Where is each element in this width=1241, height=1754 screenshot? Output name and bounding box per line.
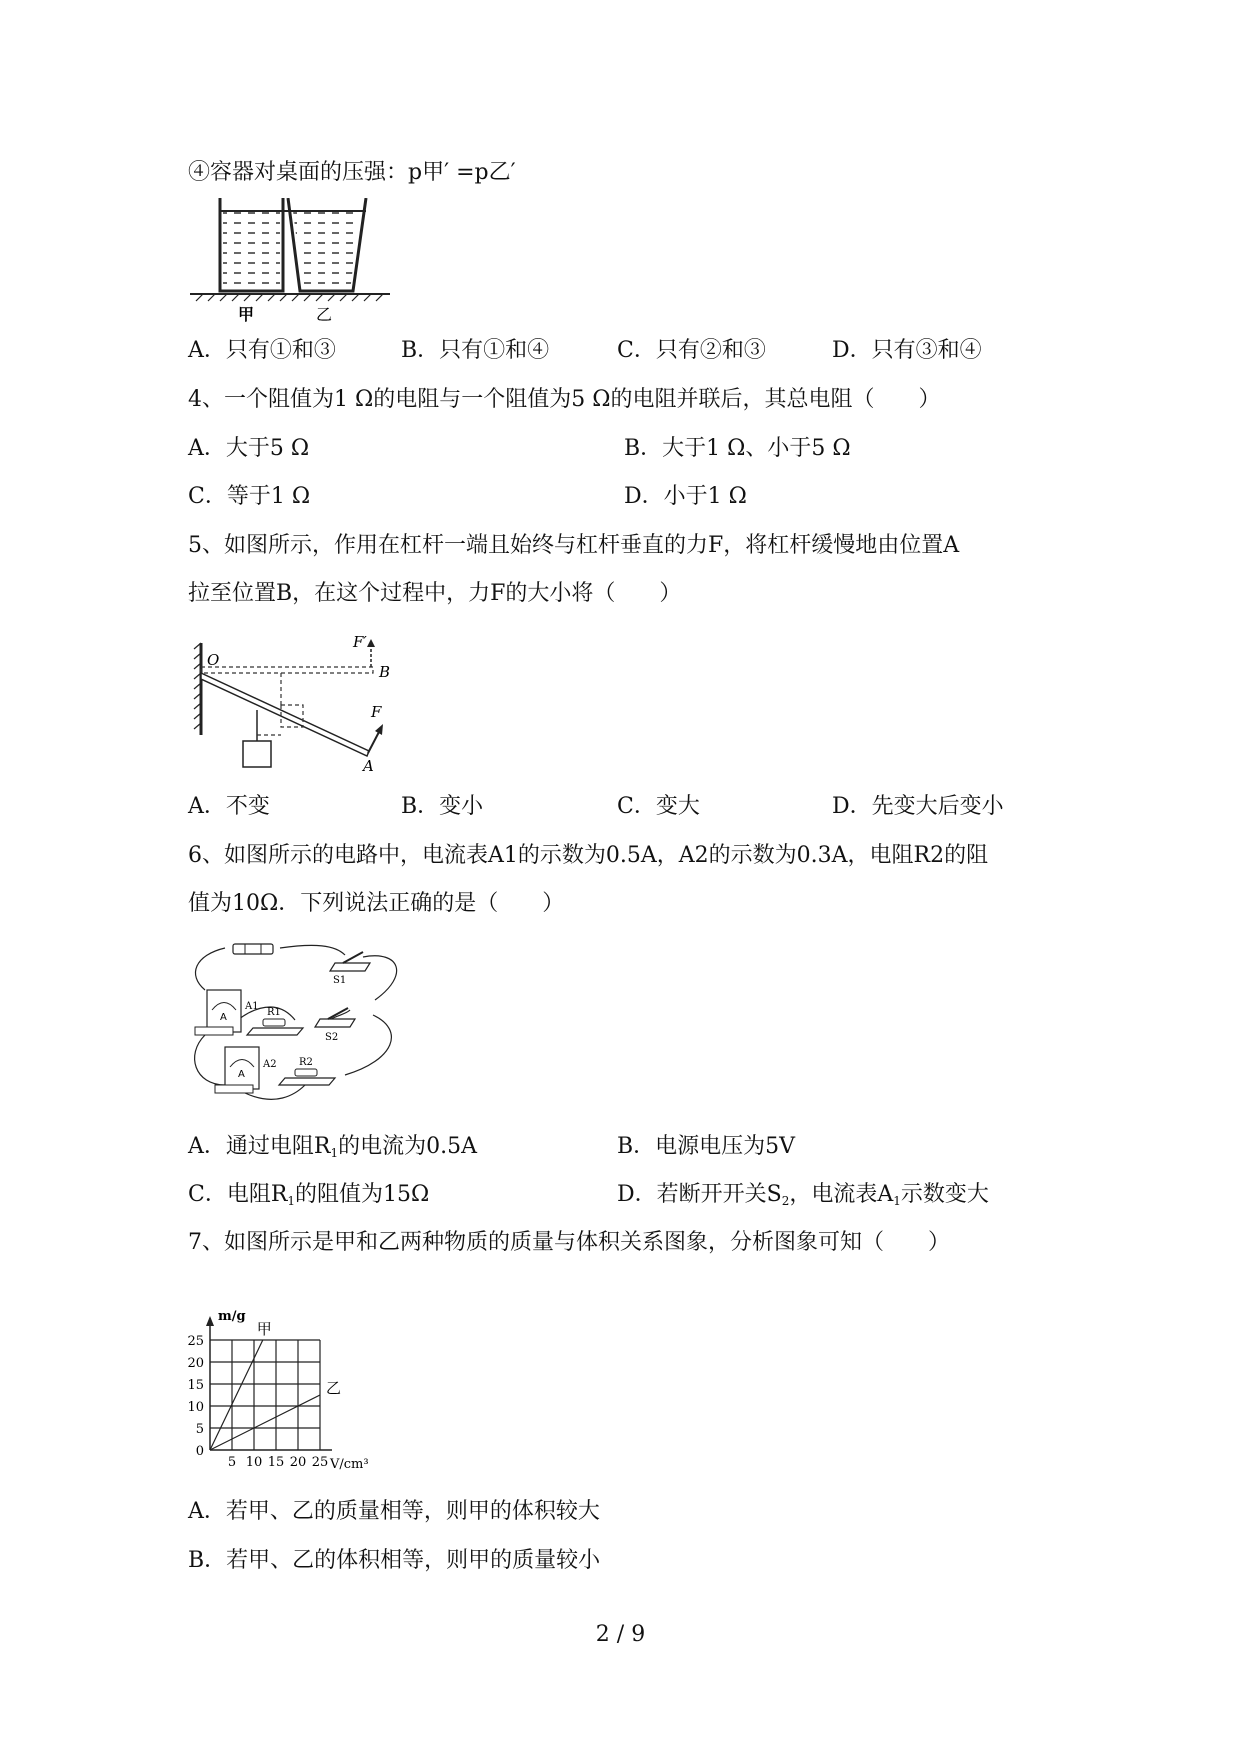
y-tick-label: 0 bbox=[195, 1444, 204, 1459]
q5-stem-line2: 拉至位置B，在这个过程中，力F的大小将（ ） bbox=[188, 581, 682, 606]
page-number: 2 / 9 bbox=[595, 1622, 646, 1647]
x-tick-label: 25 bbox=[311, 1455, 329, 1470]
mass-volume-chart bbox=[180, 1275, 420, 1475]
q3-item4-text: ④容器对桌面的压强：p甲′ =p乙′ bbox=[188, 160, 516, 185]
label-a2: A2 bbox=[263, 1059, 277, 1070]
q4-stem: 4、一个阻值为1 Ω的电阻与一个阻值为5 Ω的电阻并联后，其总电阻（ ） bbox=[188, 387, 941, 412]
q6-option-a: A．通过电阻$R_1$的电流为0.5A bbox=[188, 1134, 477, 1160]
x-tick-label: 20 bbox=[289, 1455, 307, 1470]
y-tick-label: 20 bbox=[187, 1356, 204, 1371]
x-tick-label: 15 bbox=[267, 1455, 285, 1470]
label-f-prime: F′ bbox=[353, 635, 367, 651]
label-jia: 甲 bbox=[238, 305, 255, 323]
container-yi-liquid bbox=[293, 211, 360, 291]
resistor-r2 bbox=[279, 1078, 335, 1085]
label-r1: R1 bbox=[267, 1007, 281, 1018]
label-a: A bbox=[363, 757, 374, 775]
y-axis-arrow bbox=[206, 1316, 214, 1326]
y-tick-label: 25 bbox=[187, 1334, 204, 1349]
label-a1: A1 bbox=[245, 1001, 259, 1012]
x-tick-label: 10 bbox=[245, 1455, 263, 1470]
y-tick-label: 10 bbox=[187, 1400, 204, 1415]
q3-option-c: C．只有②和③ bbox=[617, 338, 766, 363]
q5-option-a: A．不变 bbox=[188, 794, 270, 819]
y-tick-label: 15 bbox=[187, 1378, 204, 1393]
weight-block bbox=[243, 741, 271, 767]
q5-option-d: D．先变大后变小 bbox=[832, 794, 1004, 819]
q4-option-d: D．小于1 Ω bbox=[624, 484, 747, 509]
series-line-jia bbox=[210, 1340, 263, 1450]
q6-option-b: B．电源电压为5V bbox=[617, 1134, 796, 1159]
label-yi: 乙 bbox=[316, 305, 333, 323]
y-tick-label: 5 bbox=[195, 1422, 204, 1437]
label-f: F bbox=[371, 703, 382, 721]
resistor-r1 bbox=[247, 1028, 303, 1035]
lever-position-b bbox=[201, 667, 373, 673]
x-axis-label: V/cm³ bbox=[330, 1457, 369, 1472]
lever-figure bbox=[193, 635, 418, 775]
q3-option-a: A．只有①和③ bbox=[188, 338, 336, 363]
containers-figure bbox=[190, 198, 410, 323]
q5-option-b: B．变小 bbox=[401, 794, 484, 819]
series-label-jia: 甲 bbox=[256, 1320, 272, 1338]
q3-option-b: B．只有①和④ bbox=[401, 338, 550, 363]
label-o: O bbox=[207, 651, 220, 669]
switch-s2 bbox=[315, 1019, 355, 1027]
q6-option-c: C．电阻$R_1$的阻值为15Ω bbox=[188, 1182, 430, 1208]
force-f-arrow bbox=[368, 730, 380, 753]
ammeter-a1 bbox=[207, 990, 241, 1032]
container-jia-liquid bbox=[223, 211, 280, 291]
y-axis-label: m/g bbox=[218, 1309, 246, 1324]
q7-stem: 7、如图所示是甲和乙两种物质的质量与体积关系图象，分析图象可知（ ） bbox=[188, 1230, 950, 1255]
q7-option-b: B．若甲、乙的体积相等，则甲的质量较小 bbox=[188, 1548, 601, 1573]
label-b: B bbox=[379, 663, 391, 681]
label-r2: R2 bbox=[299, 1057, 313, 1068]
lever-position-a bbox=[201, 673, 369, 756]
q6-option-d: D．若断开开关$S_2$，电流表$A_1$示数变大 bbox=[617, 1182, 989, 1208]
ammeter-a2-dial-label: A bbox=[238, 1069, 245, 1080]
q4-option-a: A．大于5 Ω bbox=[188, 436, 310, 461]
q6-stem-line2: 值为10Ω．下列说法正确的是（ ） bbox=[188, 891, 565, 916]
wire-outer bbox=[195, 948, 225, 990]
ammeter-a1-dial-label: A bbox=[220, 1012, 227, 1023]
switch-s1 bbox=[330, 963, 370, 971]
battery bbox=[233, 944, 273, 954]
q6-stem-line1: 6、如图所示的电路中，电流表A1的示数为0.5A，A2的示数为0.3A，电阻R2的阻 bbox=[188, 843, 989, 868]
q5-stem-line1: 5、如图所示，作用在杠杆一端且始终与杠杆垂直的力F，将杠杆缓慢地由位置A bbox=[188, 533, 960, 558]
q4-option-b: B．大于1 Ω、小于5 Ω bbox=[624, 436, 851, 461]
q7-option-a: A．若甲、乙的质量相等，则甲的体积较大 bbox=[188, 1499, 600, 1524]
x-tick-label: 5 bbox=[227, 1455, 237, 1470]
label-s2: S2 bbox=[325, 1032, 339, 1043]
ammeter-a2 bbox=[225, 1047, 259, 1089]
series-label-yi: 乙 bbox=[326, 1379, 342, 1397]
label-s1: S1 bbox=[333, 975, 347, 986]
circuit-figure bbox=[185, 935, 425, 1110]
series-line-yi bbox=[210, 1395, 320, 1450]
q5-option-c: C．变大 bbox=[617, 794, 700, 819]
q4-option-c: C．等于1 Ω bbox=[188, 484, 311, 509]
q3-option-d: D．只有③和④ bbox=[832, 338, 982, 363]
